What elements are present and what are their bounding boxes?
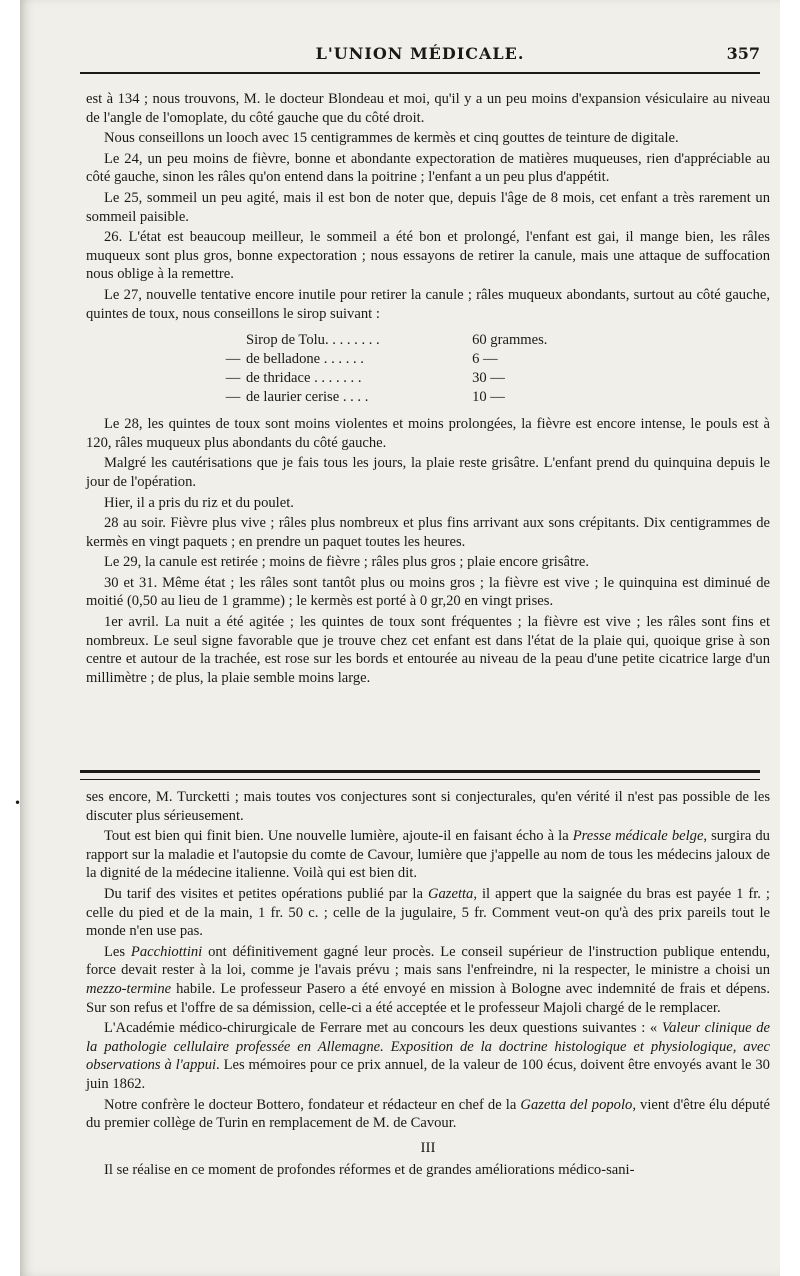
prescription-row	[220, 350, 600, 369]
page	[20, 0, 780, 1276]
lower-text-block	[86, 788, 770, 1182]
date-label: 1er	[104, 614, 123, 631]
section-separator	[80, 770, 760, 780]
paragraph-text: avril. La nuit a été agitée ; les quintes de toux sont fréquentes ; la fièvre est vive ; les râles sont fins et nombreux. Le seul signe favorable que je trouve chez cet enfant est dans l'état de la plaie qui, quoique grise à son centre et autour de la trachée, est rose sur les bords et entourée au niveau de la peau d'une petite cicatrice large d'un millimètre ; de plus, la plaie semble moins large.	[86, 614, 770, 686]
paragraph: Le 25, sommeil un peu agité, mais il est bon de noter que, depuis l'âge de 8 mois, cet enfant a très rarement un sommeil paisible.	[86, 189, 770, 225]
paragraph	[86, 943, 770, 1017]
margin-mark: •	[14, 796, 22, 810]
paragraph: Le 24, un peu moins de fièvre, bonne et abondante expectoration de matières muqueuses, rien d'appréciable au côté gauche, sinon les râles qu'on entend dans la poitrine ; l'enfant a un peu plus d'appétit.	[86, 150, 770, 186]
text-run: Du tarif des visites et petites opérations publié par la	[104, 885, 428, 902]
prescription-item: de thridace . . . . . . .	[246, 370, 362, 387]
text-run: ont définitivement gagné leur procès. Le conseil supérieur de l'instruction publique entendu, force devait rester à la loi, comme je l'avais prévu ; mais sans l'enfreindre, ni la respecter, le ministre a choisi un	[86, 943, 770, 979]
header-rule	[80, 72, 760, 74]
paragraph: Il se réalise en ce moment de profondes réformes et de grandes améliorations médico-sani-	[104, 1162, 635, 1179]
prescription-dash: —	[225, 389, 241, 406]
paragraph: Le 27, nouvelle tentative encore inutile pour retirer la canule ; râles muqueux abondants, surtout au côté gauche, quintes de toux, nous conseillons le sirop suivant :	[86, 286, 770, 322]
text-run: . Les mémoires pour ce prix annuel, de la valeur de 100 écus, doivent être envoyés avant le 30 juin 1862.	[86, 1057, 770, 1092]
text-run: L'Académie médico-chirurgicale de Ferrare met au concours les deux questions suivantes : «	[104, 1020, 662, 1037]
prescription-dash: —	[225, 370, 241, 387]
prescription-table	[220, 331, 600, 407]
paragraph: 30 et 31. Même état ; les râles sont tantôt plus ou moins gros ; la fièvre est vive ; le quinquina est diminué de moitié (0,50 au lieu de 1 gramme) ; le kermès est porté à 0 gr,20 en vingt prises.	[86, 574, 770, 610]
prescription-qty: 6 —	[472, 351, 498, 368]
prescription-dash	[220, 331, 246, 350]
prescription-row	[220, 331, 600, 350]
prescription-item: de laurier cerise . . . .	[246, 389, 369, 406]
upper-text-block	[86, 90, 770, 689]
italic-term: Pacchiottini	[130, 943, 203, 960]
paragraph: Hier, il a pris du riz et du poulet.	[104, 494, 294, 511]
page-header	[80, 44, 760, 72]
prescription-row	[220, 388, 600, 407]
prescription-qty: 60 grammes.	[472, 332, 548, 349]
prescription-item: Sirop de Tolu. . . . . . . .	[246, 332, 380, 349]
paragraph: ses encore, M. Turcketti ; mais toutes vos conjectures sont si conjecturales, qu'en vérité il n'est pas possible de les discuter plus sérieusement.	[86, 789, 770, 824]
paragraph: Nous conseillons un looch avec 15 centigrammes de kermès et cinq gouttes de teinture de digitale.	[104, 130, 679, 147]
text-run: , il appert que la saignée du bras est payée 1 fr. ; celle du pied et de la main, 1 fr. 50 c. ; celle de la jugulaire, 5 fr. Comment veut-on qu'à des prix pareils tout le monde n'en use pas.	[86, 885, 770, 940]
running-title: L'UNION MÉDICALE.	[315, 44, 525, 63]
paragraph	[86, 1019, 770, 1093]
text-run: habile. Le professeur Pasero a été envoyé en mission à Bologne avec indemnité de frais et dépens. Sur son refus et l'offre de sa démission, celle-ci a été acceptée et le professeur Majoli chargé de le remplacer.	[86, 980, 770, 1016]
prescription-item: de belladone . . . . . .	[246, 351, 364, 368]
text-run: Notre confrère le docteur Bottero, fondateur et rédacteur en chef de la	[104, 1096, 521, 1113]
prescription-row	[220, 369, 600, 388]
prescription-qty: 10 —	[472, 389, 505, 406]
italic-title: Gazetta del popolo	[520, 1096, 633, 1113]
section-numeral: III	[420, 1139, 436, 1156]
paragraph	[86, 613, 770, 687]
prescription-dash: —	[225, 351, 241, 368]
prescription-qty: 30 —	[472, 370, 505, 387]
paragraph: est à 134 ; nous trouvons, M. le docteur Blondeau et moi, qu'il y a un peu moins d'expansion vésiculaire au niveau de l'angle de l'omoplate, du côté gauche que du côté droit.	[86, 91, 770, 126]
italic-question: Valeur clinique de la pathologie cellulaire professée en Allemagne. Exposition de la doctrine histologique et physiologique, avec observations à l'appui	[86, 1020, 771, 1074]
paragraph	[86, 1096, 770, 1133]
paragraph: Le 28, les quintes de toux sont moins violentes et moins prolongées, la fièvre est encore intense, le pouls est à 120, râles muqueux plus abondants du côté gauche.	[86, 416, 770, 451]
text-run: Tout est bien qui finit bien. Une nouvelle lumière, ajoute-il en faisant écho à la	[104, 828, 573, 845]
italic-title: Gazetta	[427, 885, 474, 902]
italic-title: Presse médicale belge	[572, 828, 704, 845]
paragraph: Le 29, la canule est retirée ; moins de fièvre ; râles plus gros ; plaie encore grisâtre.	[104, 554, 590, 571]
page-number: 357	[726, 44, 760, 63]
paragraph: 26. L'état est beaucoup meilleur, le sommeil a été bon et prolongé, l'enfant est gai, il mange bien, les râles muqueux sont plus gros, bonne expectoration ; nous essayons de retirer la canule, mais une attaque de suffocation nous oblige à la remettre.	[86, 229, 770, 283]
text-run: , vient d'être élu député du premier collège de Turin en remplacement de M. de Cavour.	[86, 1096, 770, 1132]
paragraph: Malgré les cautérisations que je fais tous les jours, la plaie reste grisâtre. L'enfant prend du quinquina depuis le jour de l'opération.	[86, 455, 770, 490]
paragraph	[86, 827, 770, 883]
paragraph	[86, 885, 770, 941]
paragraph: 28 au soir. Fièvre plus vive ; râles plus nombreux et plus fins arrivant aux sons crépitants. Dix centigrammes de kermès en vingt paquets ; en prendre un paquet toutes les heures.	[86, 515, 770, 550]
text-run: , surgira du rapport sur la maladie et l'autopsie du comte de Cavour, lumière que j'appelle au nom de tous les médecins jaloux de la dignité de la médecine italienne. Voilà qui est bien dit.	[86, 828, 770, 882]
italic-term: mezzo-termine	[86, 980, 172, 997]
text-run: Les	[104, 943, 131, 960]
